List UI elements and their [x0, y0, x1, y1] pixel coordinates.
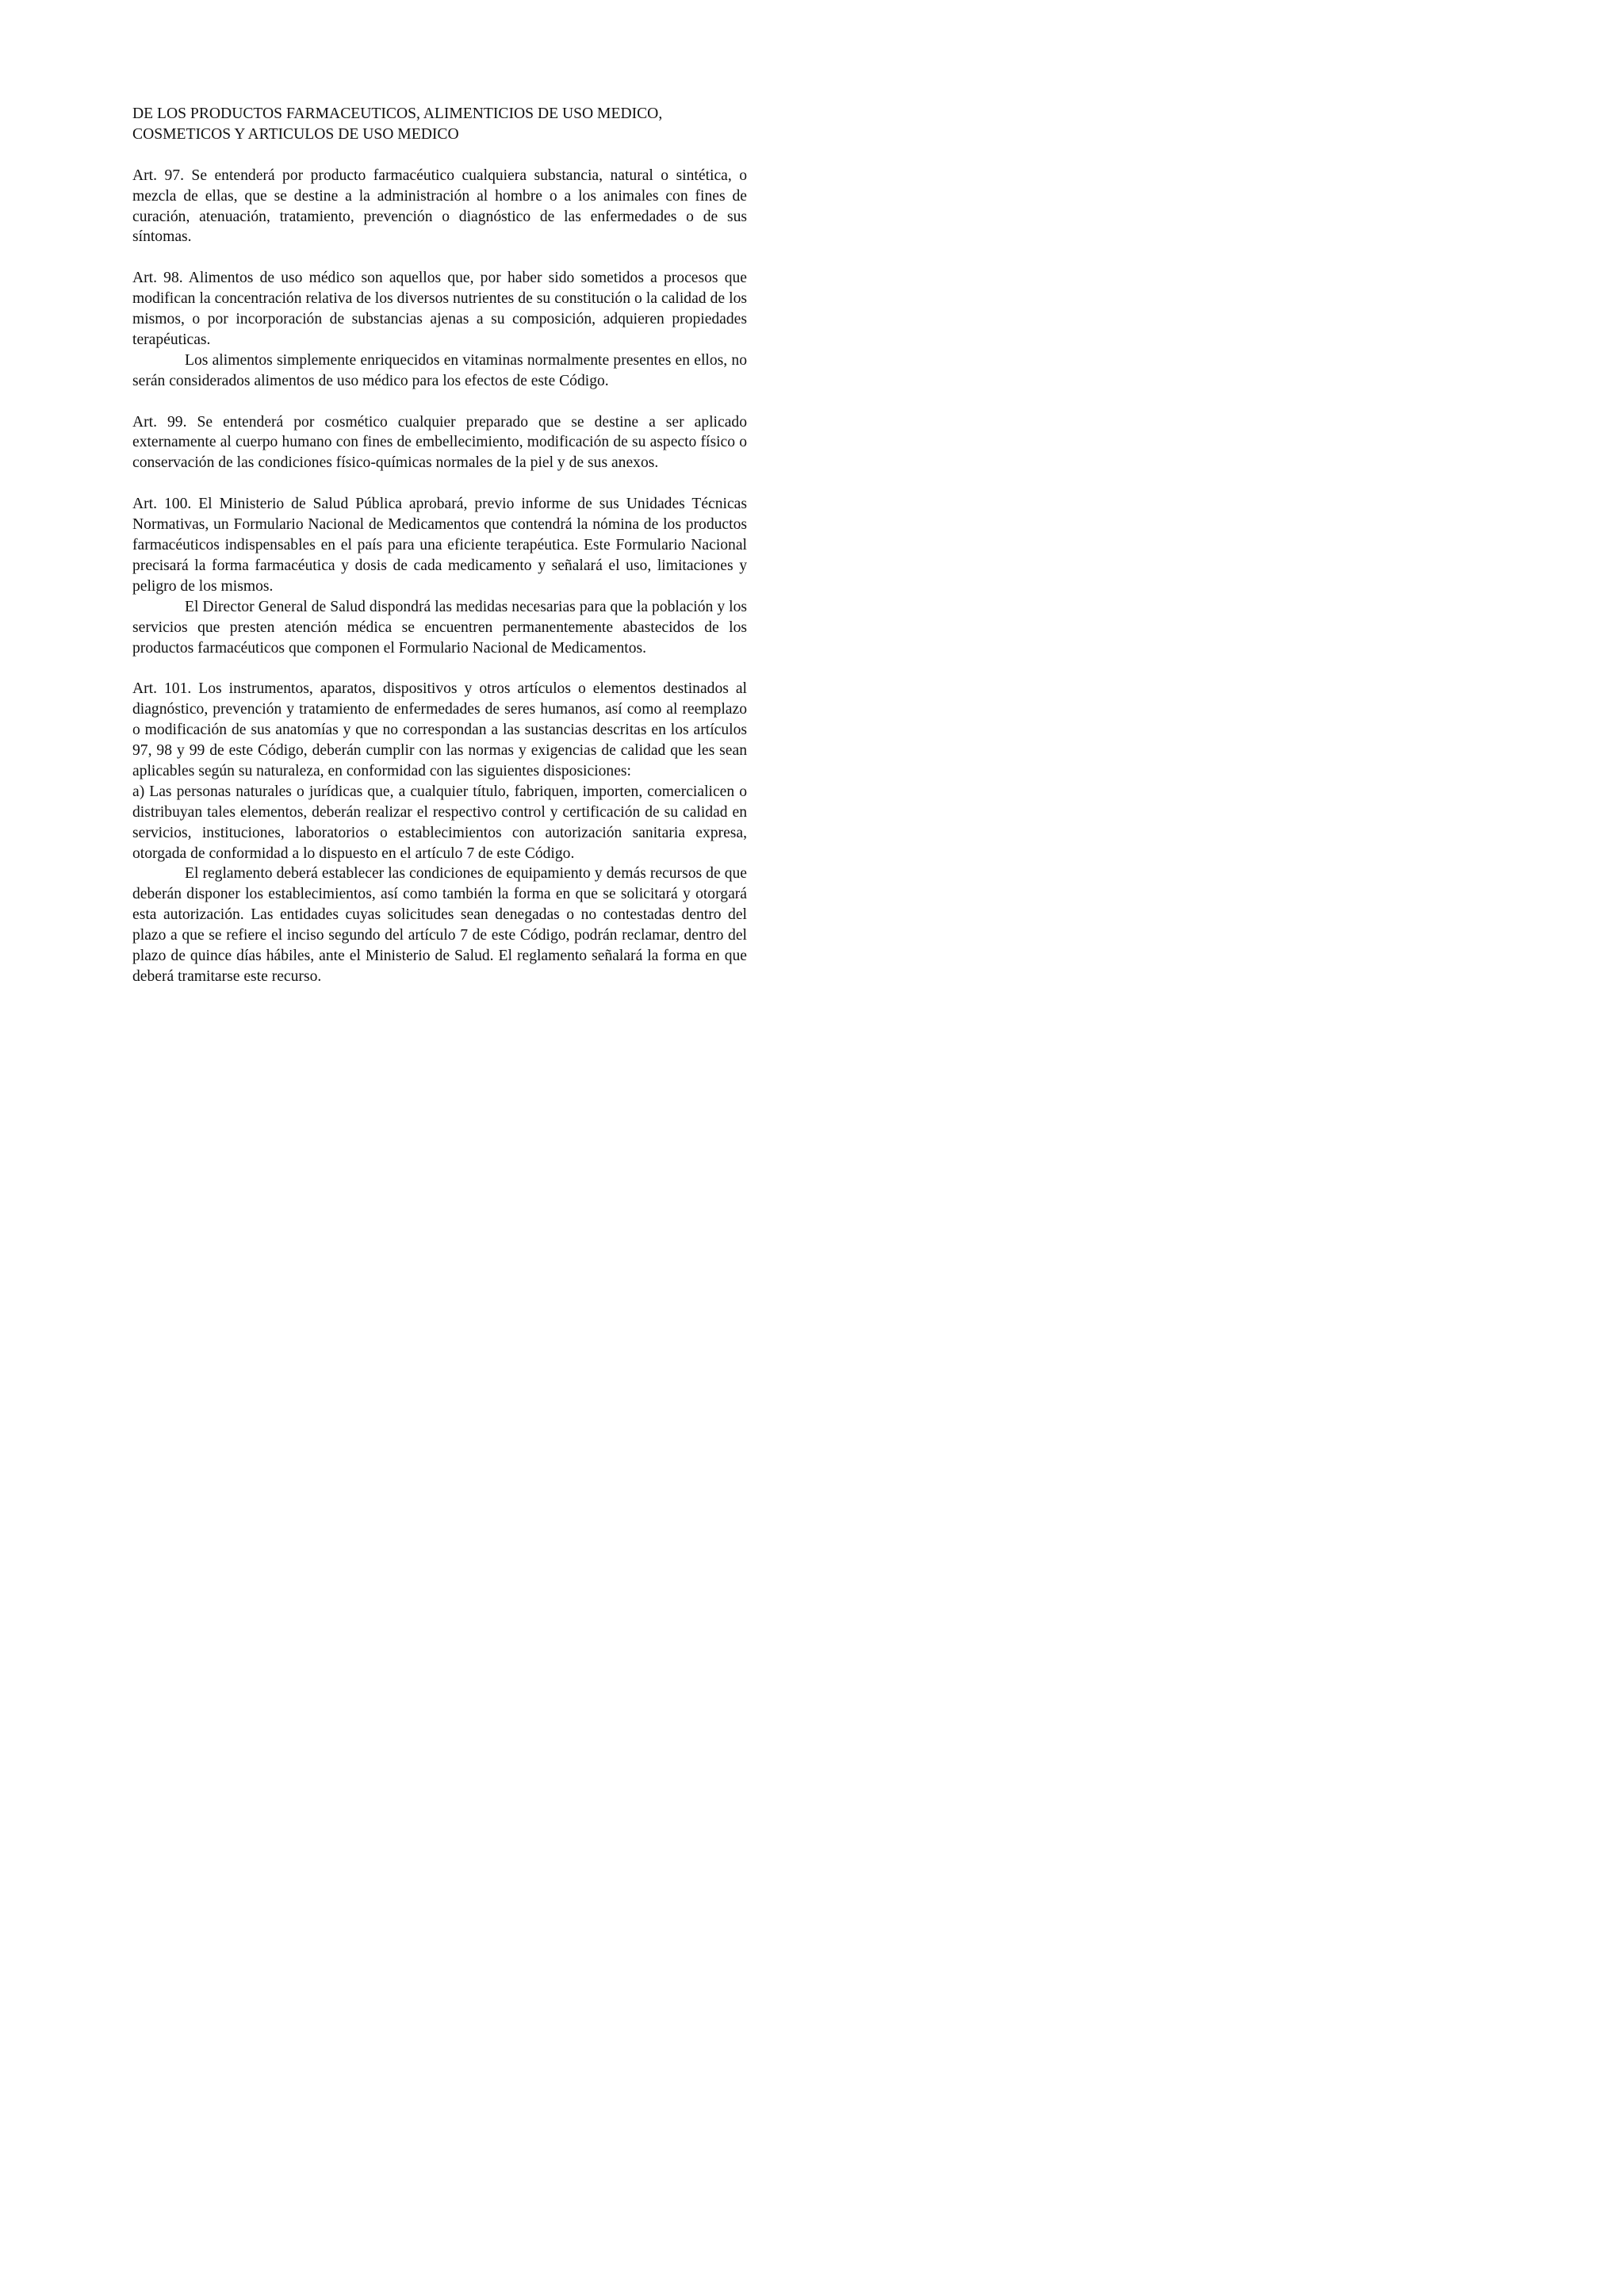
- section-heading: [132, 104, 747, 145]
- document-body: [132, 104, 747, 987]
- paragraph-gap: [132, 658, 747, 679]
- paragraph-gap: [132, 392, 747, 412]
- article-101-third-paragraph: El reglamento deberá establecer las condiciones de equipamiento y demás recursos de que deberán disponer los establecimientos, así como también la forma en que se solicitará y otorgará esta autorización. Las entidades cuyas solicitudes sean denegadas o no contestadas dentro del plazo a que se refiere el inciso segundo del artículo 7 de este Código, podrán reclamar, dentro del plazo de quince días hábiles, ante el Ministerio de Salud. El reglamento señalará la forma en que deberá tramitarse este recurso.: [132, 865, 747, 985]
- paragraph-gap: [132, 473, 747, 494]
- article-100-second-paragraph: El Director General de Salud dispondrá las medidas necesarias para que la población y los servicios que presten atención médica se encuentren permanentemente abastecidos de los productos farmacéuticos que componen el Formulario Nacional de Medicamentos.: [132, 598, 747, 657]
- article-100: Art. 100. El Ministerio de Salud Pública aprobará, previo informe de sus Unidades Técnicas Normativas, un Formulario Nacional de Medicamentos que contendrá la nómina de los productos farmacéuticos indispensables en el país para una eficiente terapéutica. Este Formulario Nacional precisará la forma farmacéutica y dosis de cada medicamento y señalará el uso, limitaciones y peligro de los mismos.: [132, 496, 747, 595]
- article-101-item-a: a) Las personas naturales o jurídicas que, a cualquier título, fabriquen, importen, comercialicen o distribuyan tales elementos, deberán realizar el respectivo control y certificación de su calidad en servicios, instituciones, laboratorios o establecimientos con autorización sanitaria expresa, otorgada de conformidad a lo dispuesto en el artículo 7 de este Código.: [132, 783, 747, 862]
- heading-line-2: COSMETICOS Y ARTICULOS DE USO MEDICO: [132, 125, 459, 143]
- document-page: [0, 0, 872, 1232]
- article-101: Art. 101. Los instrumentos, aparatos, dispositivos y otros artículos o elementos destinados al diagnóstico, prevención y tratamiento de enfermedades de seres humanos, así como al reemplazo o modificación de sus anatomías y que no correspondan a las sustancias descritas en los artículos 97, 98 y 99 de este Código, deberán cumplir con las normas y exigencias de calidad que les sean aplicables según su naturaleza, en conformidad con las siguientes disposiciones:: [132, 680, 747, 779]
- paragraph-gap: [132, 247, 747, 268]
- article-98: Art. 98. Alimentos de uso médico son aquellos que, por haber sido sometidos a procesos que modifican la concentración relativa de los diversos nutrientes de su constitución o la calidad de los mismos, o por incorporación de substancias ajenas a su composición, adquieren propiedades terapéuticas.: [132, 270, 747, 348]
- article-98-second-paragraph: Los alimentos simplemente enriquecidos en vitaminas normalmente presentes en ellos, no serán considerados alimentos de uso médico para los efectos de este Código.: [132, 351, 747, 389]
- heading-line-1: DE LOS PRODUCTOS FARMACEUTICOS, ALIMENTICIOS DE USO MEDICO,: [132, 105, 663, 122]
- article-97: Art. 97. Se entenderá por producto farmacéutico cualquiera substancia, natural o sintética, o mezcla de ellas, que se destine a la administración al hombre o a los animales con fines de curación, atenuación, tratamiento, prevención o diagnóstico de las enfermedades o de sus síntomas.: [132, 167, 747, 246]
- article-99: Art. 99. Se entenderá por cosmético cualquier preparado que se destine a ser aplicado externamente al cuerpo humano con fines de embellecimiento, modificación de su aspecto físico o conservación de las condiciones físico-químicas normales de la piel y de sus anexos.: [132, 413, 747, 472]
